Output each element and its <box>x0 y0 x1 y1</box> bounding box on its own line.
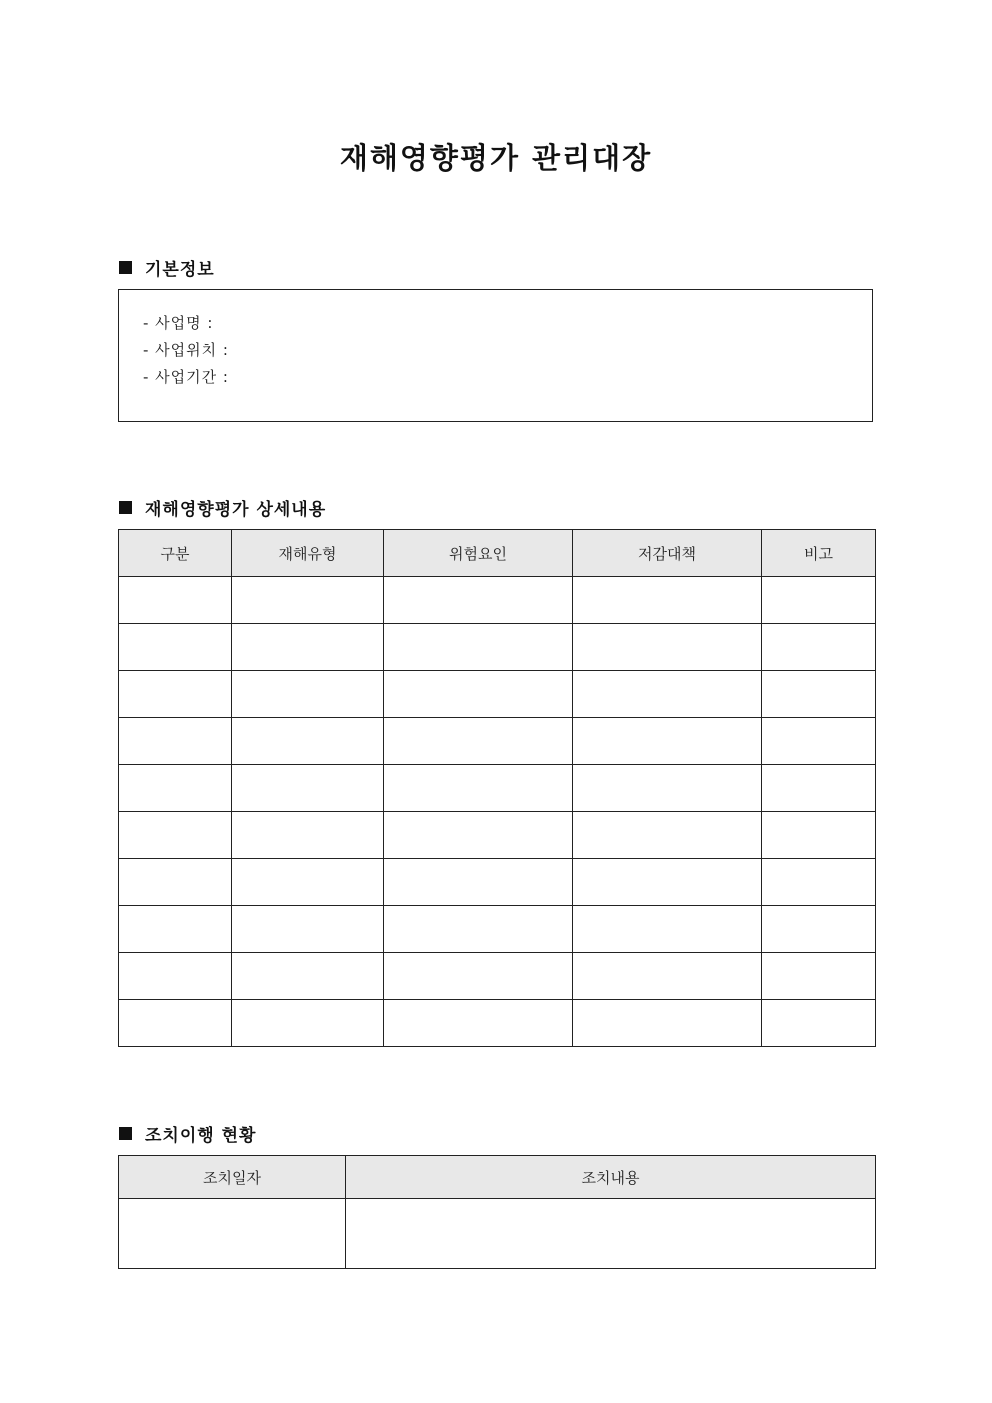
column-header-risk-factor: 위험요인 <box>384 530 573 577</box>
table-cell[interactable] <box>573 624 762 671</box>
column-header-action-content: 조치내용 <box>346 1156 876 1199</box>
table-row <box>119 718 876 765</box>
field-project-location[interactable] <box>143 337 872 364</box>
column-header-action-date: 조치일자 <box>119 1156 346 1199</box>
section-heading-action <box>119 1121 256 1146</box>
table-cell[interactable] <box>384 953 573 1000</box>
table-cell[interactable] <box>384 718 573 765</box>
table-cell[interactable] <box>119 765 232 812</box>
field-label: - 사업명 : <box>143 314 214 332</box>
table-cell[interactable] <box>119 953 232 1000</box>
action-table <box>118 1155 876 1269</box>
detail-table <box>118 529 876 1047</box>
table-cell[interactable] <box>232 859 384 906</box>
table-cell[interactable] <box>762 812 876 859</box>
table-row <box>119 906 876 953</box>
table-row <box>119 953 876 1000</box>
field-label: - 사업기간 : <box>143 368 229 386</box>
table-cell[interactable] <box>119 906 232 953</box>
table-cell[interactable] <box>384 577 573 624</box>
table-cell[interactable] <box>384 624 573 671</box>
table-cell[interactable] <box>232 577 384 624</box>
field-label: - 사업위치 : <box>143 341 229 359</box>
table-row <box>119 1000 876 1047</box>
table-cell[interactable] <box>573 577 762 624</box>
table-row <box>119 1199 876 1269</box>
table-cell[interactable] <box>384 812 573 859</box>
table-row <box>119 859 876 906</box>
square-bullet-icon <box>119 261 132 274</box>
table-cell[interactable] <box>384 906 573 953</box>
table-cell[interactable] <box>232 671 384 718</box>
table-cell[interactable] <box>232 953 384 1000</box>
field-project-name[interactable] <box>143 310 872 337</box>
square-bullet-icon <box>119 501 132 514</box>
table-row <box>119 624 876 671</box>
table-cell[interactable] <box>573 765 762 812</box>
column-header-remarks: 비고 <box>762 530 876 577</box>
table-cell[interactable] <box>232 812 384 859</box>
table-cell[interactable] <box>384 1000 573 1047</box>
table-cell[interactable] <box>119 1000 232 1047</box>
table-cell[interactable] <box>232 718 384 765</box>
basic-info-box <box>118 289 873 422</box>
table-row <box>119 765 876 812</box>
section-heading-detail <box>119 495 326 520</box>
table-row <box>119 812 876 859</box>
table-cell[interactable] <box>573 812 762 859</box>
table-cell[interactable] <box>573 953 762 1000</box>
section-heading-label: 기본정보 <box>145 260 215 280</box>
table-cell[interactable] <box>119 624 232 671</box>
table-cell[interactable] <box>119 671 232 718</box>
table-cell[interactable] <box>573 671 762 718</box>
table-cell[interactable] <box>384 859 573 906</box>
square-bullet-icon <box>119 1127 132 1140</box>
table-cell[interactable] <box>119 718 232 765</box>
table-cell[interactable] <box>762 671 876 718</box>
table-cell[interactable] <box>232 765 384 812</box>
table-row <box>119 577 876 624</box>
table-cell[interactable] <box>119 812 232 859</box>
document-title: 재해영향평가 관리대장 <box>339 141 653 175</box>
column-header-disaster-type: 재해유형 <box>232 530 384 577</box>
section-heading-label: 조치이행 현황 <box>145 1126 257 1146</box>
field-project-period[interactable] <box>143 364 872 391</box>
table-cell[interactable] <box>762 859 876 906</box>
table-cell[interactable] <box>346 1199 876 1269</box>
table-cell[interactable] <box>232 1000 384 1047</box>
table-row <box>119 671 876 718</box>
table-cell[interactable] <box>762 1000 876 1047</box>
table-cell[interactable] <box>119 1199 346 1269</box>
table-cell[interactable] <box>762 953 876 1000</box>
table-cell[interactable] <box>762 624 876 671</box>
table-cell[interactable] <box>573 859 762 906</box>
table-cell[interactable] <box>573 718 762 765</box>
table-cell[interactable] <box>573 1000 762 1047</box>
table-header-row <box>119 530 876 577</box>
table-cell[interactable] <box>384 765 573 812</box>
table-cell[interactable] <box>762 906 876 953</box>
table-cell[interactable] <box>762 765 876 812</box>
table-cell[interactable] <box>119 859 232 906</box>
table-cell[interactable] <box>762 718 876 765</box>
section-heading-basic-info <box>119 255 215 280</box>
column-header-category: 구분 <box>119 530 232 577</box>
column-header-mitigation: 저감대책 <box>573 530 762 577</box>
table-cell[interactable] <box>384 671 573 718</box>
table-cell[interactable] <box>762 577 876 624</box>
section-heading-label: 재해영향평가 상세내용 <box>145 500 327 520</box>
table-cell[interactable] <box>119 577 232 624</box>
table-cell[interactable] <box>232 624 384 671</box>
table-cell[interactable] <box>232 906 384 953</box>
table-header-row <box>119 1156 876 1199</box>
table-cell[interactable] <box>573 906 762 953</box>
